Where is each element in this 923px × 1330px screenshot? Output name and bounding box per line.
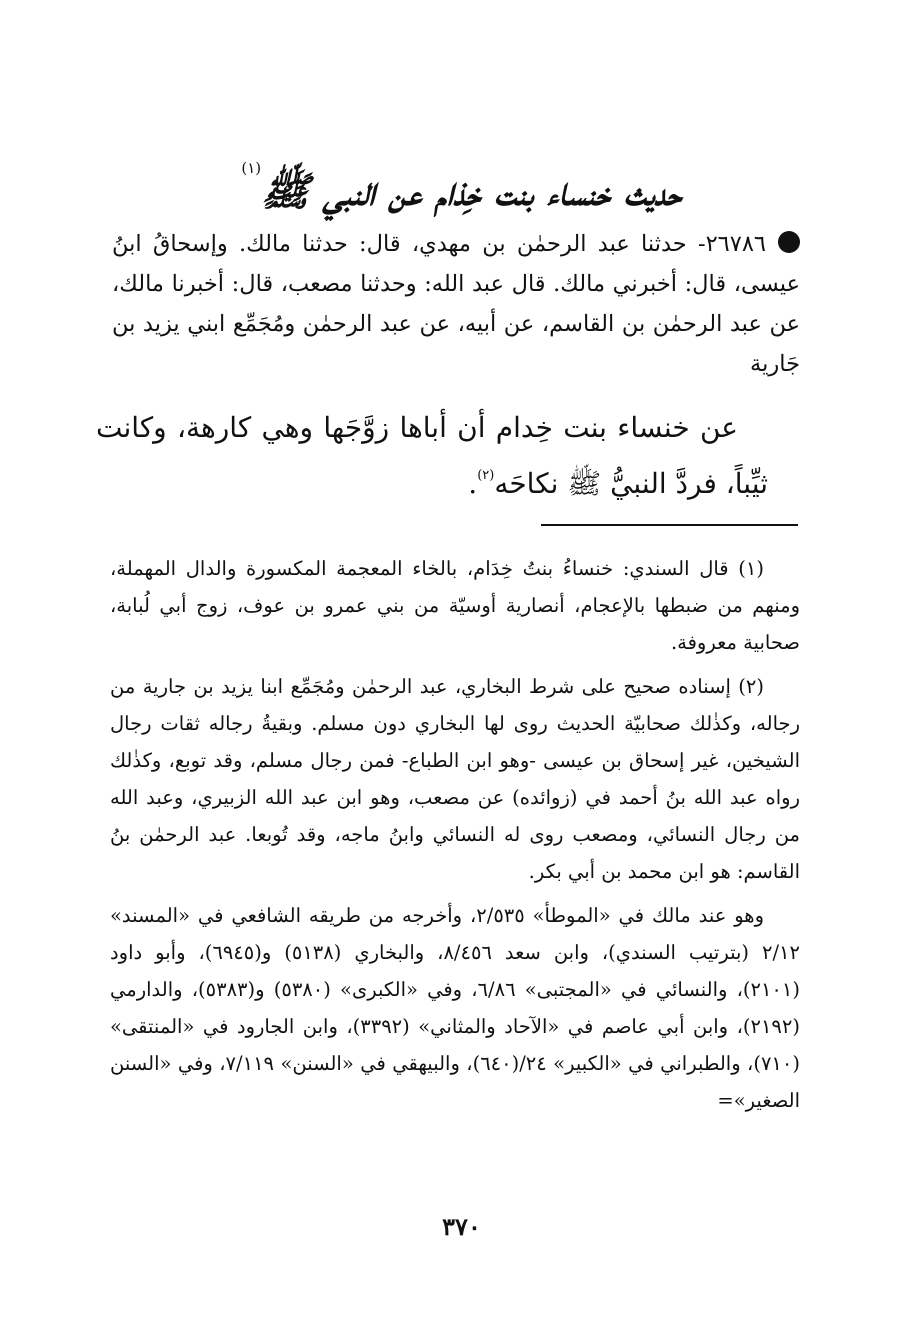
footnote-2-continuation: وهو عند مالك في «الموطأ» ٢/٥٣٥، وأخرجه من طريقه الشافعي في «المسند» ٢/١٢ (بترتيب السندي)، وابن سعد ٨/٤٥٦، والبخاري (٥١٣٨) و(٦٩٤٥)، وأبو داود (٢١٠١)، والنسائي في «المجتبى» ٦/٨٦، وفي «الكبرى» (٥٣٨٠) و(٥٣٨٣)، والدارمي (٢١٩٢)، وابن أبي عاصم في «الآحاد والمثاني» (٣٣٩٢)، وابن الجارود في «المنتقى» (٧١٠)، والطبراني في «الكبير» ٢٤/(٦٤٠)، والبيهقي في «السنن» ٧/١١٩، وفي «السنن الصغير»= [110,904,800,1112]
heading-title: حديث خنساء بنت خِذام عن النبي ﷺ [261,168,682,215]
isnad-text: ٢٦٧٨٦- حدثنا عبد الرحمٰن بن مهدي، قال: حدثنا مالك. وإسحاقُ ابنُ عيسى، قال: أخبرني مالك. قال عبد الله: وحدثنا مصعب، قال: أخبرنا مالك، عن عبد الرحمٰن بن القاسم، عن أبيه، عن عبد الرحمٰن ومُجَمِّع ابني يزيد بن جَارية [112,231,800,377]
page-number: ٣٧٠ [442,1212,481,1241]
footnote-2: (٢) إسناده صحيح على شرط البخاري، عبد الرحمٰن ومُجَمِّع ابنا يزيد بن جارية من رجاله، وكذٰلك صحابيّة الحديث روى لها البخاري دون مسلم. وبقيةُ رجاله ثقات رجال الشيخين، غير إسحاق بن عيسى -وهو ابن الطباع- فمن رجال مسلم، وقد توبع، وكذٰلك رواه عبد الله بنُ أحمد في (زوائده) عن مصعب، وهو ابن عبد الله الزبيري، وعبد الله من رجال النسائي، ومصعب روى له النسائي وابنُ ماجه، وقد تُوبعا. عبد الرحمٰن بنُ القاسم: هو ابن محمد بن أبي بكر. [110,675,800,883]
heading-footnote-marker: (١) [241,159,262,177]
matn-end: . [468,467,478,500]
footnotes [110,550,800,1119]
footnote-1: (١) قال السندي: خنساءُ بنتُ خِدَام، بالخاء المعجمة المكسورة والدال المهملة، ومنهم من ضبطها بالإعجام، أنصارية أوسيّة من بني عمرو بن عوف، زوج أبي لُبابة، صحابية معروفة. [110,557,800,654]
matn-text: عن خنساء بنت خِدام أن أباها زوَّجَها وهي كارهة، وكانت ثيِّباً، فردَّ النبيُّ ﷺ نكاحَه [96,411,768,500]
hadith-isnad [112,224,800,384]
matn-footnote-marker: (٢) [477,468,495,483]
bullet-icon [778,231,800,253]
chapter-heading-text [241,136,681,224]
footnote-separator [541,524,798,526]
chapter-heading [150,136,773,215]
hadith-matn [96,404,768,508]
